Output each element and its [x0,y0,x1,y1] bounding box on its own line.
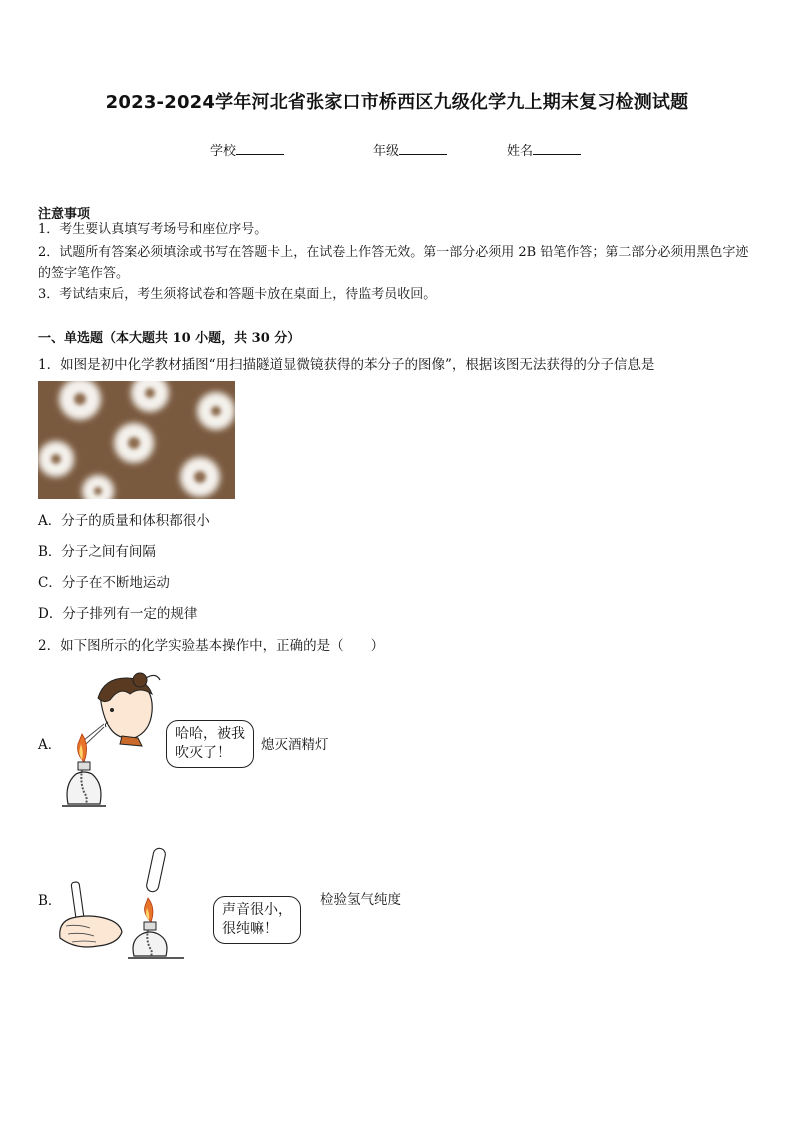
notes-heading: 注意事项 [38,207,91,222]
q2-option-b-caption: 检验氢气纯度 [320,892,401,908]
note-item: 2．试题所有答案必须填涂或书写在答题卡上，在试卷上作答无效。第一部分必须用 2B 铅笔作答；第二部分必须用黑色字迹的签字笔作答。 [38,245,749,281]
q1-option-a[interactable]: A．分子的质量和体积都很小 [38,513,210,529]
blowing-out-lamp-illustration [60,672,164,814]
q2-option-b-label[interactable]: B． [38,893,62,909]
benzene-stm-image [38,381,235,499]
grade-field[interactable] [373,140,447,159]
q1-option-c[interactable]: C．分子在不断地运动 [38,575,170,591]
bubble-text: 很纯嘛！ [222,921,278,937]
name-label: 姓名 [507,144,534,159]
q2-option-a-label[interactable]: A． [38,737,62,753]
q1-option-d[interactable]: D．分子排列有一定的规律 [38,606,198,622]
name-field[interactable] [507,140,581,159]
hydrogen-purity-test-illustration [58,846,188,960]
school-blank[interactable] [236,142,284,155]
section-heading: 一、单选题（本大题共 10 小题，共 30 分） [38,331,301,346]
question-1-stem: 1．如图是初中化学教材插图“用扫描隧道显微镜获得的苯分子的图像”，根据该图无法获得的分子信息是 [38,357,655,373]
bubble-text: 吹灭了！ [175,745,231,761]
q2-option-a-speech-bubble [166,720,254,768]
bubble-text: 声音很小， [222,902,292,918]
school-field[interactable] [210,140,284,159]
name-blank[interactable] [533,142,581,155]
q1-option-b[interactable]: B．分子之间有间隔 [38,544,156,560]
school-label: 学校 [210,144,237,159]
q2-option-b-speech-bubble [213,896,301,944]
grade-label: 年级 [373,144,400,159]
grade-blank[interactable] [399,142,447,155]
note-item: 1．考生要认真填写考场号和座位序号。 [38,222,268,237]
page-title: 2023-2024学年河北省张家口市桥西区九级化学九上期末复习检测试题 [105,92,689,113]
question-2-stem: 2．如下图所示的化学实验基本操作中，正确的是（ ） [38,638,385,654]
note-item: 3．考试结束后，考生须将试卷和答题卡放在桌面上，待监考员收回。 [38,287,437,302]
bubble-text: 哈哈，被我 [175,726,245,742]
q2-option-a-caption: 熄灭酒精灯 [261,737,329,753]
